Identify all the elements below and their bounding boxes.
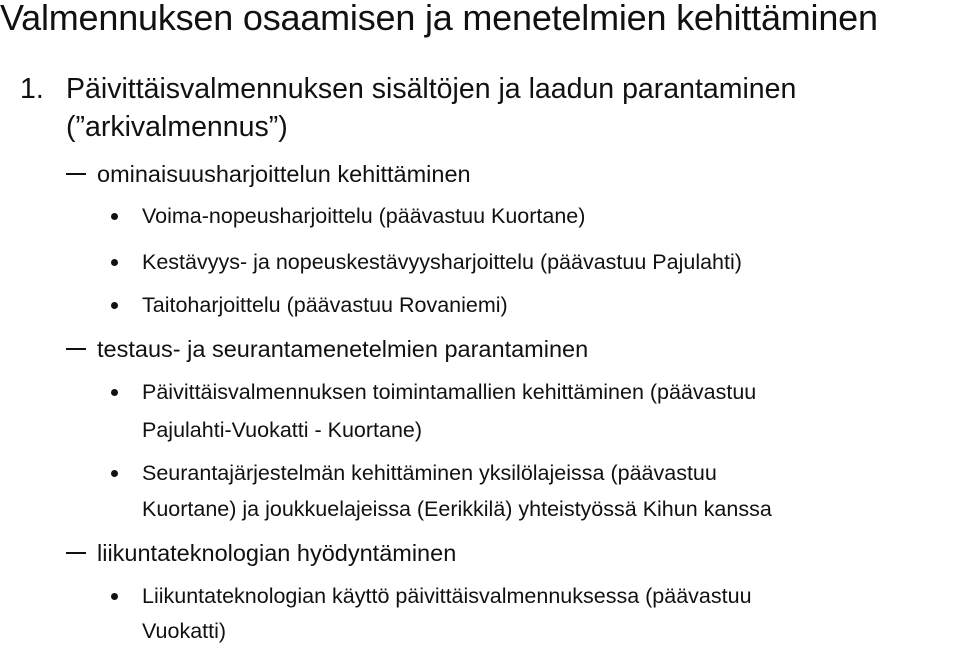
bullet-text: Kestävyys- ja nopeuskestävyysharjoittelu (päävastuu Pajulahti): [142, 250, 742, 274]
bullet-text: Päivittäisvalmennuksen toimintamallien kehittäminen (päävastuu: [142, 380, 757, 404]
bullet-icon: [111, 470, 118, 477]
bullet-text-continuation: Vuokatti): [142, 619, 227, 643]
bullet-icon: [111, 389, 118, 396]
item-number: 1.: [20, 73, 44, 105]
page-title: Valmennuksen osaamisen ja menetelmien kehittäminen: [0, 0, 878, 38]
bullet-text: Seurantajärjestelmän kehittäminen yksilölajeissa (päävastuu: [142, 461, 717, 485]
bullet-text-continuation: Kuortane) ja joukkuelajeissa (Eerikkilä) yhteistyössä Kihun kanssa: [142, 497, 772, 521]
dash-item-label: liikuntateknologian hyödyntäminen: [97, 540, 457, 566]
bullet-text: Voima-nopeusharjoittelu (päävastuu Kuortane): [142, 204, 586, 228]
item-heading-line-1: Päivittäisvalmennuksen sisältöjen ja laadun parantaminen: [66, 73, 797, 105]
bullet-text: Liikuntateknologian käyttö päivittäisvalmennuksessa (päävastuu: [142, 584, 752, 608]
dash-marker: [66, 173, 86, 175]
bullet-icon: [111, 302, 118, 309]
bullet-icon: [111, 213, 118, 220]
bullet-icon: [111, 259, 118, 266]
dash-marker: [66, 348, 86, 350]
dash-item-label: testaus- ja seurantamenetelmien parantaminen: [97, 336, 589, 362]
bullet-text-continuation: Pajulahti-Vuokatti - Kuortane): [142, 418, 423, 442]
dash-marker: [66, 552, 86, 554]
bullet-icon: [111, 593, 118, 600]
dash-item-label: ominaisuusharjoittelun kehittäminen: [97, 161, 471, 187]
numbered-item-1: [20, 71, 796, 107]
item-heading-line-2: (”arkivalmennus”): [66, 111, 288, 143]
bullet-text: Taitoharjoittelu (päävastuu Rovaniemi): [142, 293, 508, 317]
